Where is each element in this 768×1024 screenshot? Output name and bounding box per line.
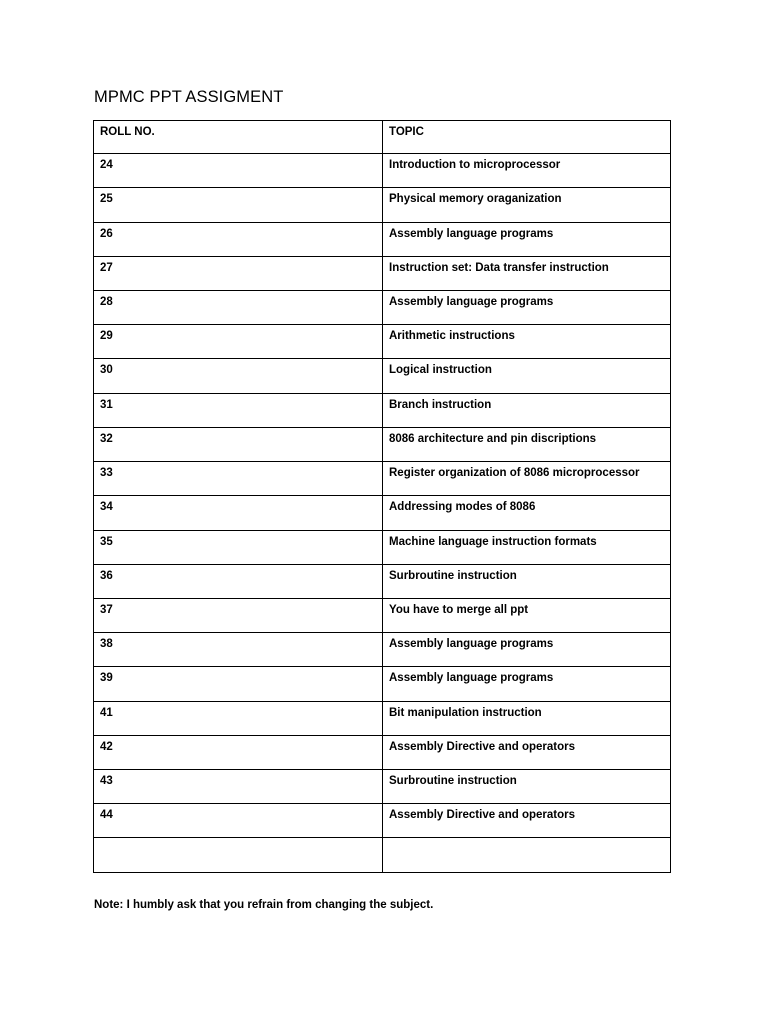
roll-no-cell: 41 — [94, 702, 383, 736]
topic-cell: Assembly Directive and operators — [383, 804, 671, 838]
table-row — [94, 531, 671, 565]
roll-no-cell: 42 — [94, 736, 383, 770]
roll-no-cell — [94, 838, 383, 873]
roll-no-cell: 24 — [94, 154, 383, 188]
table-row — [94, 496, 671, 531]
table-row — [94, 223, 671, 257]
topic-cell: Addressing modes of 8086 — [383, 496, 671, 531]
roll-no-cell: 31 — [94, 394, 383, 428]
roll-no-cell: 43 — [94, 770, 383, 804]
table-body — [94, 121, 671, 873]
roll-no-cell: 30 — [94, 359, 383, 394]
table-row — [94, 702, 671, 736]
table-row — [94, 325, 671, 359]
topic-cell: You have to merge all ppt — [383, 599, 671, 633]
topic-cell: Bit manipulation instruction — [383, 702, 671, 736]
roll-no-cell: 35 — [94, 531, 383, 565]
topic-cell: Surbroutine instruction — [383, 565, 671, 599]
topic-cell: Assembly language programs — [383, 291, 671, 325]
topic-cell: Introduction to microprocessor — [383, 154, 671, 188]
topic-cell: Surbroutine instruction — [383, 770, 671, 804]
roll-no-cell: 44 — [94, 804, 383, 838]
roll-no-cell: 33 — [94, 462, 383, 496]
roll-no-cell: 27 — [94, 257, 383, 291]
document-title: MPMC PPT ASSIGMENT — [94, 88, 284, 106]
table-row — [94, 804, 671, 838]
table-row — [94, 154, 671, 188]
table-row — [94, 838, 671, 873]
topic-cell: Branch instruction — [383, 394, 671, 428]
topic-cell: Assembly language programs — [383, 667, 671, 702]
roll-no-cell: 39 — [94, 667, 383, 702]
roll-no-cell: 25 — [94, 188, 383, 223]
topic-cell — [383, 838, 671, 873]
roll-no-cell: 37 — [94, 599, 383, 633]
topic-cell: Assembly language programs — [383, 633, 671, 667]
topic-cell: Assembly Directive and operators — [383, 736, 671, 770]
table-row — [94, 188, 671, 223]
roll-no-cell: 32 — [94, 428, 383, 462]
table-row — [94, 462, 671, 496]
topic-cell: Register organization of 8086 microprocessor — [383, 462, 671, 496]
table-row — [94, 359, 671, 394]
topic-cell: Instruction set: Data transfer instruction — [383, 257, 671, 291]
topic-cell: Logical instruction — [383, 359, 671, 394]
roll-no-cell: 36 — [94, 565, 383, 599]
roll-no-cell: 38 — [94, 633, 383, 667]
assignment-table — [93, 120, 671, 873]
header-topic: TOPIC — [383, 121, 671, 154]
table-row — [94, 394, 671, 428]
roll-no-cell: 34 — [94, 496, 383, 531]
table-row — [94, 599, 671, 633]
topic-cell: Physical memory oraganization — [383, 188, 671, 223]
table-row — [94, 428, 671, 462]
table-row — [94, 770, 671, 804]
topic-cell: Arithmetic instructions — [383, 325, 671, 359]
table-row — [94, 291, 671, 325]
roll-no-cell: 29 — [94, 325, 383, 359]
topic-cell: 8086 architecture and pin discriptions — [383, 428, 671, 462]
topic-cell: Assembly language programs — [383, 223, 671, 257]
topic-cell: Machine language instruction formats — [383, 531, 671, 565]
table-header-row — [94, 121, 671, 154]
note-text: Note: I humbly ask that you refrain from changing the subject. — [94, 899, 434, 911]
roll-no-cell: 26 — [94, 223, 383, 257]
table-row — [94, 257, 671, 291]
table-row — [94, 667, 671, 702]
table-row — [94, 565, 671, 599]
header-roll-no: ROLL NO. — [94, 121, 383, 154]
table-row — [94, 633, 671, 667]
table-row — [94, 736, 671, 770]
roll-no-cell: 28 — [94, 291, 383, 325]
